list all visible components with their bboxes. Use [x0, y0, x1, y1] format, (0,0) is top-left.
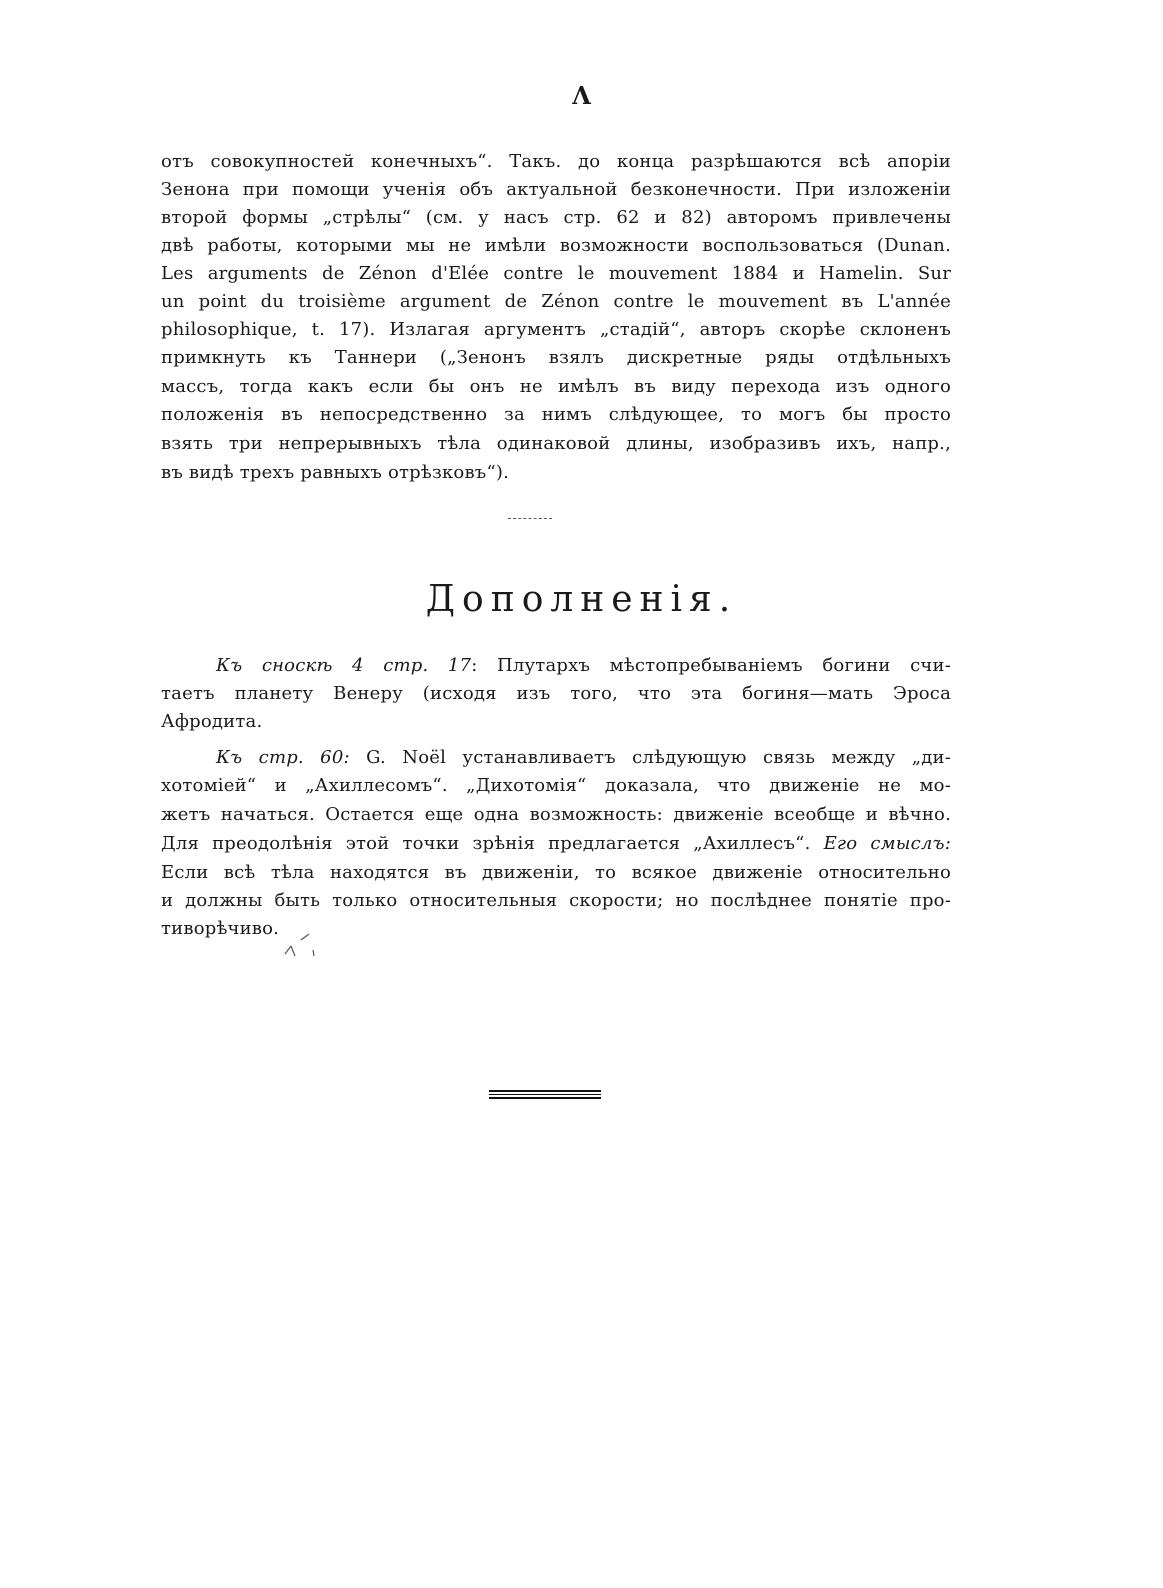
rule-line: [489, 1097, 601, 1099]
text-line: въ видѣ трехъ равныхъ отрѣзковъ“).: [161, 462, 510, 483]
text-line: массъ, тогда какъ если бы онъ не имѣлъ въ виду перехода изъ одного: [161, 376, 951, 397]
text-line: [216, 744, 951, 771]
section-heading: Дополненія.: [425, 579, 738, 620]
text-line: второй формы „стрѣлы“ (см. у насъ стр. 62 и 82) авторомъ привлечены: [161, 207, 951, 228]
section-divider: [508, 518, 552, 519]
text-span: Для преодолѣнія этой точки зрѣнія предлагается „Ахиллесъ“.: [161, 833, 811, 854]
page-reference: Къ стр. 60:: [216, 747, 350, 768]
text-line: philosophique, t. 17). Излагая аргументъ „стадій“, авторъ скорѣе склоненъ: [161, 319, 951, 340]
text-line: жетъ начаться. Остается еще одна возможность: движеніе всеобще и вѣчно.: [161, 804, 951, 825]
text-line: таетъ планету Венеру (исходя изъ того, что эта богиня—мать Эроса: [161, 683, 951, 704]
text-line: un point du troisième argument de Zénon contre le mouvement въ L'année: [161, 291, 951, 312]
text-line: тиворѣчиво.: [161, 918, 280, 939]
page-marker: Λ: [572, 81, 591, 110]
text-line: Les arguments de Zénon d'Elée contre le mouvement 1884 и Hamelin. Sur: [161, 263, 951, 284]
text-line: примкнуть къ Таннери („Зенонъ взялъ дискретные ряды отдѣльныхъ: [161, 347, 951, 368]
text-line: [161, 830, 951, 857]
text-line: хотоміей“ и „Ахиллесомъ“. „Дихотомія“ доказала, что движеніе не мо-: [161, 775, 951, 796]
footnote-reference: Къ сноскѣ 4 стр. 17: [216, 655, 472, 676]
text-line: двѣ работы, которыми мы не имѣли возможности воспользоваться (Dunan.: [161, 235, 951, 256]
handwritten-mark-icon: [283, 932, 323, 962]
emphasis-text: Его смыслъ:: [823, 833, 952, 854]
rule-line: [489, 1094, 601, 1095]
text-line: положенія въ непосредственно за нимъ слѣдующее, то могъ бы просто: [161, 404, 951, 425]
text-line: [216, 652, 951, 679]
text-line: взять три непрерывныхъ тѣла одинаковой длины, изобразивъ ихъ, напр.,: [161, 433, 951, 454]
text-span: G. Noël устанавливаетъ слѣдующую связь между „ди-: [349, 747, 951, 768]
text-line: и должны быть только относительныя скорости; но послѣднее понятіе про-: [161, 890, 951, 911]
text-line: Если всѣ тѣла находятся въ движеніи, то всякое движеніе относительно: [161, 862, 951, 883]
text-line: отъ совокупностей конечныхъ“. Такъ. до конца разрѣшаются всѣ апоріи: [161, 151, 951, 172]
text-span: : Плутархъ мѣстопребываніемъ богини счи-: [471, 655, 951, 676]
text-line: Афродита.: [161, 711, 263, 732]
end-rule: [489, 1090, 601, 1099]
text-line: Зенона при помощи ученія объ актуальной безконечности. При изложеніи: [161, 179, 951, 200]
rule-line: [489, 1090, 601, 1092]
